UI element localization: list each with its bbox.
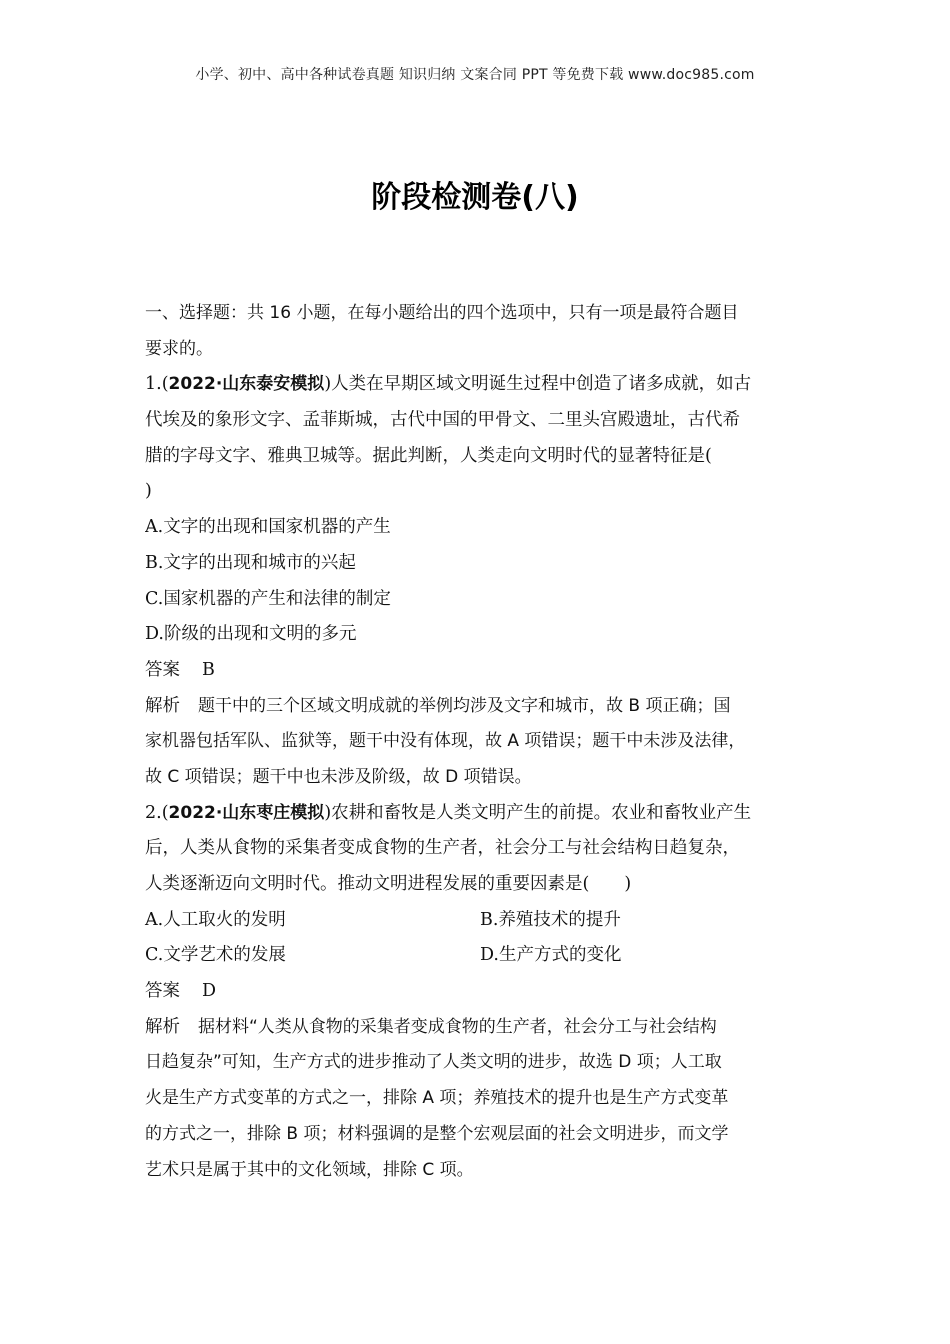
q2-option-d: D.生产方式的变化 [480, 945, 622, 966]
q1-source: 2022·山东泰安模拟 [168, 374, 325, 395]
q1-answer-label: 答案 [145, 659, 180, 680]
q1-explanation-line-3: 故 C 项错误；题干中也未涉及阶级，故 D 项错误。 [145, 766, 532, 787]
q2-explanation-line-4: 的方式之一，排除 B 项；材料强调的是整个宏观层面的社会文明进步，而文学 [145, 1123, 729, 1144]
q1-stem-line-2: 代埃及的象形文字、孟菲斯城，古代中国的甲骨文、二里头宫殿遗址，古代希 [145, 410, 740, 431]
q1-stem-line-4: ) [145, 481, 152, 502]
page-title: 阶段检测卷(八) [371, 180, 579, 215]
q2-option-b: B.养殖技术的提升 [480, 909, 621, 930]
q1-explanation-line-1 [145, 689, 815, 725]
q2-source: 2022·山东枣庄模拟 [168, 802, 325, 823]
q1-stem-line-1-text: )人类在早期区域文明诞生过程中创造了诸多成就，如古 [324, 374, 752, 395]
q1-answer [145, 653, 815, 689]
exam-content [145, 296, 815, 1188]
page-header: 小学、初中、高中各种试卷真题 知识归纳 文案合同 PPT 等免费下载 www.doc985.com [195, 67, 755, 83]
q1-answer-value: B [202, 659, 215, 680]
q2-explanation-line-1 [145, 1010, 815, 1046]
q2-answer-label: 答案 [145, 981, 180, 1002]
section-heading-line-2: 要求的。 [145, 338, 213, 359]
q1-stem-line-3: 腊的字母文字、雅典卫城等。据此判断，人类走向文明时代的显著特征是( [145, 445, 712, 466]
section-heading-line-1: 一、选择题：共 16 小题，在每小题给出的四个选项中，只有一项是最符合题目 [145, 303, 739, 323]
q2-explanation-line-3: 火是生产方式变革的方式之一，排除 A 项；养殖技术的提升也是生产方式变革 [145, 1088, 729, 1109]
q2-explanation-line-5: 艺术只是属于其中的文化领域，排除 C 项。 [145, 1159, 474, 1180]
q2-options-row-1 [145, 903, 815, 939]
q1-explanation-label: 解析 [145, 695, 180, 716]
q1-stem-line-1 [145, 367, 815, 403]
q2-explanation-line-2: 日趋复杂”可知，生产方式的进步推动了人类文明的进步，故选 D 项；人工取 [145, 1052, 722, 1073]
q1-explanation-line-2: 家机器包括军队、监狱等，题干中没有体现，故 A 项错误；题干中未涉及法律， [145, 731, 746, 752]
q2-options-row-2 [145, 938, 815, 974]
q2-stem-line-1-text: )农耕和畜牧是人类文明产生的前提。农业和畜牧业产生 [324, 802, 752, 823]
q1-explanation-text-1: 题干中的三个区域文明成就的举例均涉及文字和城市，故 B 项正确；国 [198, 695, 731, 716]
q2-explanation-label: 解析 [145, 1016, 180, 1037]
q2-answer-value: D [202, 981, 217, 1002]
q1-number: 1.( [145, 374, 169, 395]
q2-stem-line-1 [145, 796, 815, 832]
q2-option-a: A.人工取火的发明 [145, 909, 286, 930]
q2-option-c: C.文学艺术的发展 [145, 945, 286, 966]
q2-stem-line-2: 后，人类从食物的采集者变成食物的生产者，社会分工与社会结构日趋复杂， [145, 838, 740, 859]
q1-option-b: B.文字的出现和城市的兴起 [145, 552, 356, 573]
q1-option-c: C.国家机器的产生和法律的制定 [145, 588, 391, 609]
q1-option-d: D.阶级的出现和文明的多元 [145, 624, 357, 645]
q2-answer [145, 974, 815, 1010]
q2-explanation-text-1: 据材料“人类从食物的采集者变成食物的生产者，社会分工与社会结构 [198, 1016, 717, 1037]
q2-stem-line-3: 人类逐渐迈向文明时代。推动文明进程发展的重要因素是( ) [145, 874, 632, 894]
q1-option-a: A.文字的出现和国家机器的产生 [145, 517, 391, 538]
q2-number: 2.( [145, 802, 169, 823]
